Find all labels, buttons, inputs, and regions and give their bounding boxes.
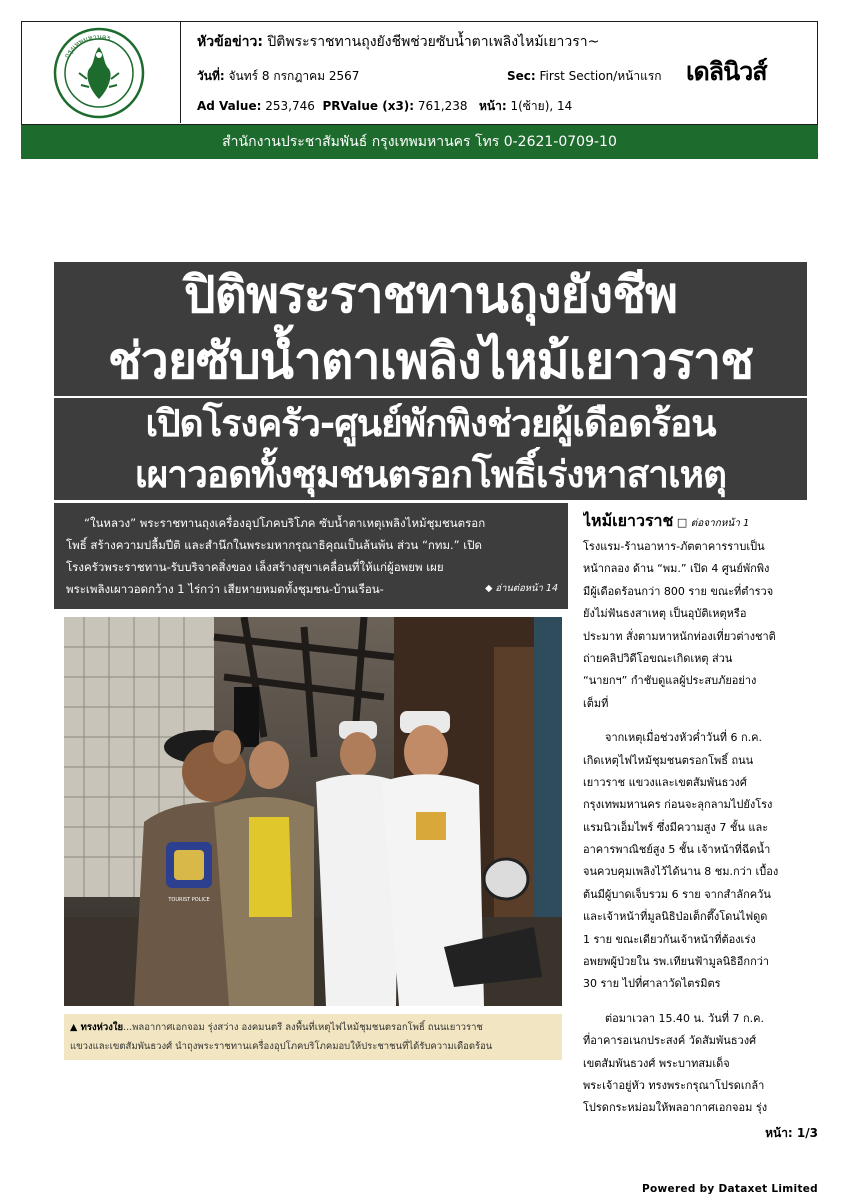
ad-value: 253,746 xyxy=(265,99,315,113)
continuation-column xyxy=(583,510,808,1120)
lead-paragraph xyxy=(54,503,568,609)
sec-row xyxy=(507,67,662,86)
lead-line: โพธิ์ สร้างความปลื้มปีติ และสำนึกในพระมหากรุณาธิคุณเป็นล้นพ้น ส่วน “กทม.” เปิด xyxy=(66,538,482,552)
publication-cell xyxy=(682,22,817,123)
ref-box-icon: □ xyxy=(676,516,688,529)
column-line: จนควบคุมเพลิงไว้ได้นาน 8 ชม.กว่า เบื้อง xyxy=(583,865,779,879)
column-line: และเจ้าหน้าที่มูลนิธิป่อเต็กตึ๊งโดนไฟดูด xyxy=(583,910,768,924)
column-line: ต่อมาเวลา 15.40 น. วันที่ 7 ก.ค. xyxy=(605,1011,764,1025)
subhead-line: เผาวอดทั้งชุมชนตรอกโพธิ์เร่งหาสาเหตุ xyxy=(134,453,727,496)
column-line: เขตสัมพันธวงศ์ พระบาทสมเด็จ xyxy=(583,1056,730,1070)
column-line: หน้ากลอง ด้าน “พม.” เปิด 4 ศูนย์พักพิง xyxy=(583,562,770,576)
paragraph-gap xyxy=(583,715,808,727)
column-line: เยาวราช แขวงและเขตสัมพันธวงศ์ xyxy=(583,775,747,789)
column-line: จากเหตุเมื่อช่วงหัวค่ำวันที่ 6 ก.ค. xyxy=(605,731,762,745)
seal-ring-text: กรุงเทพมหานคร xyxy=(62,32,112,60)
column-line: 30 ราย ไปที่ศาลาวัดไตรมิตร xyxy=(583,977,721,991)
pr-label: PRValue (x3): xyxy=(322,99,415,113)
lead-line: “ในหลวง” พระราชทานถุงเครื่องอุปโภคบริโภค ซับน้ำตาเหตุเพลิงไหม้ชุมชนตรอก xyxy=(84,516,486,530)
paragraph-gap xyxy=(583,996,808,1008)
column-line: 1 ราย ขณะเดียวกันเจ้าหน้าที่ต้องเร่ง xyxy=(583,932,756,946)
lead-line: พระเพลิงเผาวอดกว้าง 1 ไร่กว่า เสียหายหมดทั้งชุมชน-บ้านเรือน- xyxy=(66,582,384,596)
column-title: ไหม้เยาวราช xyxy=(583,511,674,530)
column-line: เต็มที่ xyxy=(583,696,609,710)
photo-illustration xyxy=(64,617,562,1006)
ad-label: Ad Value: xyxy=(197,99,262,113)
headline-line: ช่วยซับน้ำตาเพลิงไหม้เยาวราช xyxy=(107,332,754,390)
main-headline xyxy=(54,262,807,396)
column-line: ประมาท สั่งตามหาหนักท่องเที่ยวต่างชาติ xyxy=(583,629,776,643)
agency-band: สำนักงานประชาสัมพันธ์ กรุงเทพมหานคร โทร 0-2621-0709-10 xyxy=(21,125,818,159)
caption-line: แขวงและเขตสัมพันธวงศ์ นำถุงพระราชทานเครื่องอุปโภคบริโภคมอบให้ประชาชนที่ได้รับความเดือดร้อน xyxy=(70,1041,493,1052)
column-line: โปรดกระหม่อมให้พลอากาศเอกจอม รุ่ง xyxy=(583,1101,768,1115)
value-row xyxy=(197,97,572,116)
column-ref: ต่อจากหน้า 1 xyxy=(690,518,750,529)
page-value: 1(ซ้าย), 14 xyxy=(510,99,573,113)
continue-link[interactable]: ◆ อ่านต่อหน้า 14 xyxy=(485,583,558,594)
headline-value: ปิติพระราชทานถุงยังชีพช่วยซับน้ำตาเพลิงไหม้เยาวรา~ xyxy=(267,34,600,50)
column-line: แรมนิวเอ็มไพร์ ซึ่งมีความสูง 7 ชั้น และ xyxy=(583,820,769,834)
column-line: ยังไม่ฟันธงสาเหตุ เป็นอุบัติเหตุหรือ xyxy=(583,607,747,621)
caption-bold: ▲ ทรงห่วงใย xyxy=(70,1022,124,1033)
date-label: วันที่: xyxy=(197,69,225,83)
page-count: หน้า: 1/3 xyxy=(765,1126,818,1140)
headline-label: หัวข้อข่าว: xyxy=(197,34,263,50)
sec-label: Sec: xyxy=(507,69,536,83)
column-line: ที่อาคารอเนกประสงค์ วัดสัมพันธวงศ์ xyxy=(583,1034,757,1048)
sec-value: First Section/หน้าแรก xyxy=(539,69,662,83)
sub-headline xyxy=(54,398,807,500)
caption-text: ...พลอากาศเอกจอม รุ่งสว่าง องคมนตรี ลงพื้นที่เหตุไฟไหม้ชุมชนตรอกโพธิ์ ถนนเยาวราช xyxy=(123,1022,483,1033)
column-header xyxy=(583,510,808,536)
column-line: กรุงเทพมหานคร ก่อนจะลุกลามไปยังโรง xyxy=(583,798,773,812)
clipping-info xyxy=(197,31,697,117)
headline-row xyxy=(197,31,599,53)
badge-text: TOURIST POLICE xyxy=(168,897,210,903)
powered-by: Powered by Dataxet Limited xyxy=(642,1183,818,1195)
column-line: ต้นมีผู้บาดเจ็บรวม 6 ราย จากสำลักควัน xyxy=(583,887,771,901)
clipping-header xyxy=(21,21,818,125)
logo-cell xyxy=(22,22,181,123)
column-line: อาคารพาณิชย์สูง 5 ชั้น เจ้าหน้าที่ฉีดน้ำ xyxy=(583,843,771,857)
bangkok-seal-icon xyxy=(53,27,145,119)
column-line: ถ่ายคลิปวิดีโอขณะเกิดเหตุ ส่วน xyxy=(583,651,733,665)
news-photo xyxy=(64,617,562,1006)
column-line: พระเจ้าอยู่หัว ทรงพระกรุณาโปรดเกล้า xyxy=(583,1078,765,1092)
lead-line-last xyxy=(66,578,558,600)
pr-value: 761,238 xyxy=(417,99,468,113)
lead-line: โรงครัวพระราชทาน-รับบริจาคสิ่งของ เล็งสร้างสุขาเคลื่อนที่ให้แก่ผู้อพยพ เผย xyxy=(66,560,444,574)
caption-line xyxy=(70,1018,556,1037)
column-line: “นายกฯ” กำชับดูแลผู้ประสบภัยอย่าง xyxy=(583,674,757,688)
column-line: โรงแรม-ร้านอาหาร-ภัตตาคารราบเป็น xyxy=(583,540,765,553)
page-label: หน้า: xyxy=(478,99,507,113)
subhead-line: เปิดโรงครัว-ศูนย์พักพิงช่วยผู้เดือดร้อน xyxy=(145,402,716,445)
publication-name: เดลินิวส์ xyxy=(686,57,767,86)
column-line: เกิดเหตุไฟไหม้ชุมชนตรอกโพธิ์ ถนน xyxy=(583,753,754,767)
column-line: อพยพผู้ป่วยใน รพ.เทียนฟ้ามูลนิธิอีกกว่า xyxy=(583,955,770,969)
date-row xyxy=(197,67,359,86)
column-line: มีผู้เดือดร้อนกว่า 800 ราย ขณะที่ตำรวจ xyxy=(583,584,774,598)
photo-caption xyxy=(64,1014,562,1060)
date-value: จันทร์ 8 กรกฎาคม 2567 xyxy=(228,69,360,83)
headline-line: ปิติพระราชทานถุงยังชีพ xyxy=(183,266,678,324)
